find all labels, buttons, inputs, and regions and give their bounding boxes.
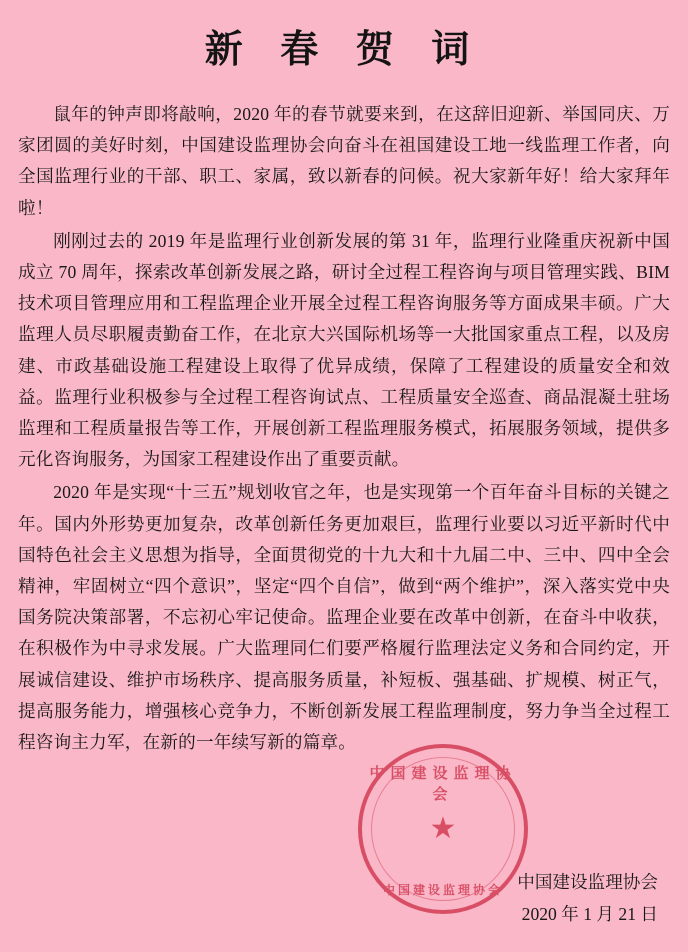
seal-text-top: 中国建设监理协会 (369, 766, 517, 803)
page-title: 新 春 贺 词 (204, 29, 484, 71)
signature-organization: 中国建设监理协会 (517, 872, 658, 892)
paragraph-3: 2020 年是实现“十三五”规划收官之年，也是实现第一个百年奋斗目标的关键之年。国内外形势更加复杂，改革创新任务更加艰巨，监理行业要以习近平新时代中国特色社会主义思想为指导，全面贯彻党的十九大和十九届二中、三中、四中全会精神，牢固树立“四个意识”，坚定“四个自信”，做到“两个维护”，深入落实党中央国务院决策部署，不忘初心牢记使命。监理企业要在改革中创新，在奋斗中收获，在积极作为中寻求发展。广大监理同仁们要严格履行监理法定义务和合同约定，开展诚信建设、维护市场秩序、提高服务质量，补短板、强基础、扩规模、树正气，提高服务能力，增强核心竞争力，不断创新发展工程监理制度，努力争当全过程工程咨询主力军，在新的一年续写新的篇章。 (18, 482, 670, 753)
seal-text-bottom: 中国建设监理协会 (382, 883, 503, 897)
paragraph-1: 鼠年的钟声即将敲响，2020 年的春节就要来到，在这辞旧迎新、举国同庆、万家团圆的美好时刻，中国建设监理协会向奋斗在祖国建设工地一线监理工作者，向全国监理行业的干部、职工、家属，致以新春的问候。祝大家新年好！给大家拜年啦！ (18, 104, 670, 218)
seal-star-icon: ★ (429, 812, 457, 845)
document-body (18, 99, 670, 758)
paragraph-2: 刚刚过去的 2019 年是监理行业创新发展的第 31 年，监理行业隆重庆祝新中国成立 70 周年，探索改革创新发展之路，研讨全过程工程咨询与项目管理实践、BIM 技术项目管理应用和工程监理企业开展全过程工程咨询服务等方面成果丰硕。广大监理人员尽职履责勤奋工作，在北京大兴国际机场等一大批国家重点工程，以及房建、市政基础设施工程建设上取得了优异成绩，保障了工程建设的质量安全和效益。监理行业积极参与全过程工程咨询试点、工程质量安全巡查、商品混凝土驻场监理和工程质量报告等工作，开展创新工程监理服务模式，拓展服务领域，提供多元化咨询服务，为国家工程建设作出了重要贡献。 (18, 230, 670, 470)
signature-date: 2020 年 1 月 21 日 (521, 904, 658, 924)
signature-block (358, 866, 658, 930)
